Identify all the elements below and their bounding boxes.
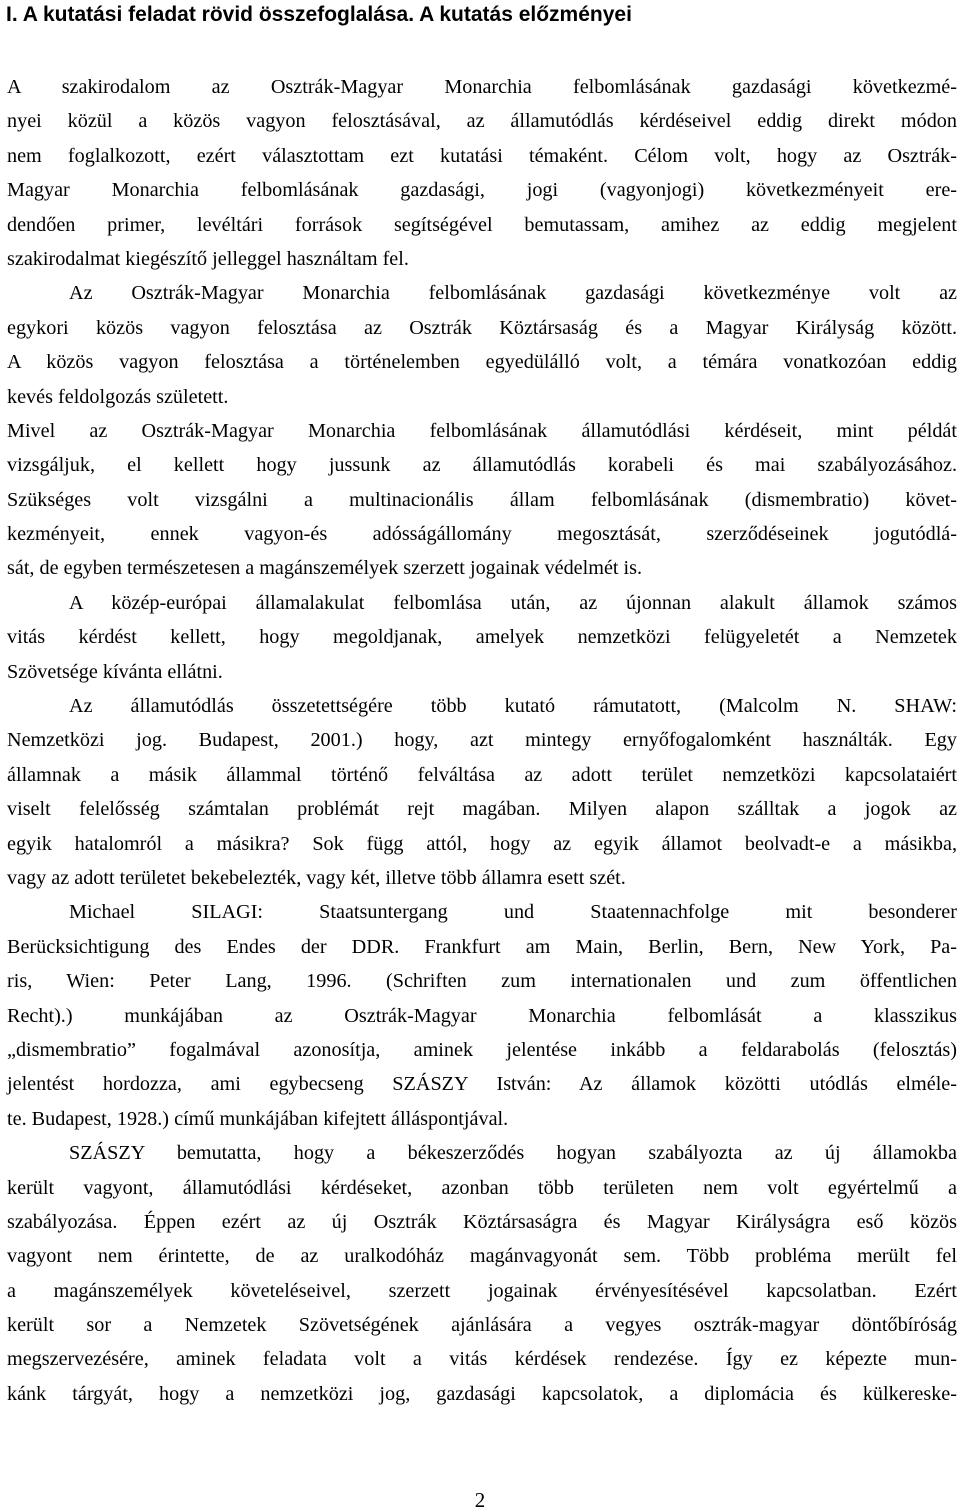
text-line: te. Budapest, 1928.) című munkájában kifejtett álláspontjával. [7,1107,509,1130]
text-line: Berücksichtigung des Endes der DDR. Frankfurt am Main, Berlin, Bern, New York, Pa- [7,935,957,958]
text-line: A közép-európai államalakulat felbomlása után, az újonnan alakult államok számos [69,591,957,614]
text-line: dendően primer, levéltári források segítségével bemutassam, amihez az eddig megjelent [7,213,957,236]
text-line: került sor a Nemzetek Szövetségének ajánlására a vegyes osztrák-magyar döntőbíróság [7,1314,957,1337]
section-heading: I. A kutatási feladat rövid összefoglalása. A kutatás előzményei [6,3,632,26]
text-line: „dismembratio” fogalmával azonosítja, aminek jelentése inkább a feldarabolás (felosztás) [7,1038,957,1061]
text-line: sát, de egyben természetesen a magánszemélyek szerzett jogainak védelmét is. [7,557,643,580]
text-line: Szövetsége kívánta ellátni. [7,660,223,683]
text-line: Recht).) munkájában az Osztrák-Magyar Monarchia felbomlását a klasszikus [7,1004,957,1027]
text-line: Nemzetközi jog. Budapest, 2001.) hogy, azt mintegy ernyőfogalomként használták. Egy [7,729,957,752]
text-line: nyei közül a közös vagyon felosztásával, az államutódlás kérdéseivel eddig direkt módon [7,110,957,133]
text-line: államnak a másik állammal történő felváltása az adott terület nemzetközi kapcsolataiért [7,763,957,786]
text-line: vitás kérdést kellett, hogy megoldjanak, amelyek nemzetközi felügyeletét a Nemzetek [7,626,957,649]
text-line: egyik hatalomról a másikra? Sok függ attól, hogy az egyik államot beolvadt-e a másikba, [7,832,957,855]
text-line: vagy az adott területet bekebelezték, vagy két, illetve több államra esett szét. [7,866,626,889]
text-line: vagyont nem érintette, de az uralkodóház magánvagyonát sem. Több probléma merült fel [7,1245,957,1268]
text-line: kevés feldolgozás született. [7,385,229,408]
text-line: megszervezésére, aminek feladata volt a vitás kérdések rendezése. Így ez képezte mun- [7,1348,957,1371]
text-line: szakirodalmat kiegészítő jelleggel használtam fel. [7,247,409,270]
text-line: Az államutódlás összetettségére több kutató rámutatott, (Malcolm N. SHAW: [69,695,957,718]
text-line: nem foglalkozott, ezért választottam ezt kutatási témaként. Célom volt, hogy az Osztrák- [7,144,957,167]
page-number: 2 [474,1488,486,1512]
body-text [7,70,957,1411]
text-line: viselt felelősség számtalan problémát rejt magában. Milyen alapon szálltak a jogok az [7,798,957,821]
text-line: vizsgáljuk, el kellett hogy jussunk az államutódlás korabeli és mai szabályozásához. [7,454,957,477]
text-line: Magyar Monarchia felbomlásának gazdasági, jogi (vagyonjogi) következményeit ere- [7,179,957,202]
text-line: A szakirodalom az Osztrák-Magyar Monarchia felbomlásának gazdasági következmé- [7,76,957,98]
text-line: kánk tárgyát, hogy a nemzetközi jog, gazdasági kapcsolatok, a diplomácia és külkereske- [7,1382,957,1405]
text-line: egykori közös vagyon felosztása az Osztrák Köztársaság és a Magyar Királyság között. [7,316,957,339]
text-line: Michael SILAGI: Staatsuntergang und Staatennachfolge mit besonderer [69,901,957,924]
text-line: SZÁSZY bemutatta, hogy a békeszerződés hogyan szabályozta az új államokba [69,1142,957,1165]
text-line: Az Osztrák-Magyar Monarchia felbomlásának gazdasági következménye volt az [69,282,957,305]
text-line: kezményeit, ennek vagyon-és adósságállomány megosztását, szerződéseinek jogutódlá- [7,523,957,546]
text-line: Szükséges volt vizsgálni a multinacionális állam felbomlásának (dismembratio) követ- [7,488,957,511]
text-line: A közös vagyon felosztása a történelemben egyedülálló volt, a témára vonatkozóan eddig [7,351,957,374]
text-line: ris, Wien: Peter Lang, 1996. (Schriften zum internationalen und zum öffentlichen [7,970,957,993]
text-line: jelentést hordozza, ami egybecseng SZÁSZY István: Az államok közötti utódlás elméle- [7,1073,957,1096]
text-line: szabályozása. Éppen ezért az új Osztrák Köztársaságra és Magyar Királyságra eső közös [7,1210,957,1233]
text-line: a magánszemélyek követeléseivel, szerzett jogainak érvényesítésével kapcsolatban. Ezért [7,1279,957,1302]
text-line: került vagyont, államutódlási kérdéseket, azonban több területen nem volt egyértelmű a [7,1176,957,1199]
text-line: Mivel az Osztrák-Magyar Monarchia felbomlásának államutódlási kérdéseit, mint példát [7,419,957,442]
